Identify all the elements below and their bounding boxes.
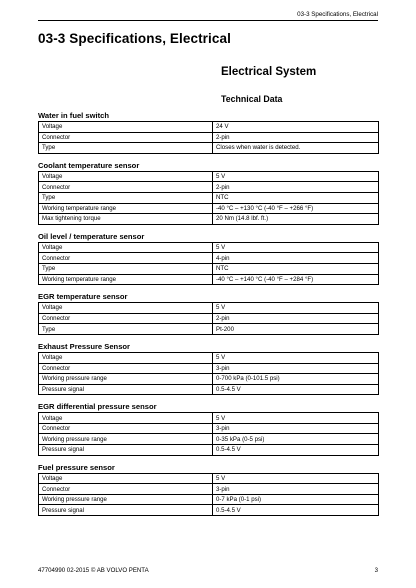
table-row	[39, 374, 379, 385]
parameter-cell: Connector	[39, 132, 213, 143]
table-row	[39, 143, 379, 154]
spec-block	[38, 462, 379, 516]
spec-block-title: EGR temperature sensor	[38, 292, 128, 302]
table-row	[39, 484, 379, 495]
spec-table	[38, 412, 379, 455]
spec-block	[38, 291, 379, 335]
parameter-cell: Type	[39, 143, 213, 154]
spec-block-title: Fuel pressure sensor	[38, 462, 115, 472]
parameter-cell: Working pressure range	[39, 494, 213, 505]
table-row	[39, 214, 379, 225]
parameter-cell: Connector	[39, 423, 213, 434]
page-number: 3	[374, 567, 378, 574]
table-row	[39, 352, 379, 363]
parameter-cell: Working pressure range	[39, 434, 213, 445]
running-header-title: 03-3 Specifications, Electrical	[297, 11, 378, 18]
value-cell: Closes when water is detected.	[213, 143, 379, 154]
value-cell: 0.5-4.5 V	[213, 505, 379, 516]
spec-block	[38, 401, 379, 455]
value-cell: 2-pin	[213, 313, 379, 324]
spec-block-title: Exhaust Pressure Sensor	[38, 341, 131, 351]
spec-block-title: Water in fuel switch	[38, 111, 110, 120]
spec-content	[38, 110, 379, 522]
page-title: 03-3 Specifications, Electrical	[38, 31, 231, 46]
table-row	[39, 384, 379, 395]
parameter-cell: Voltage	[39, 413, 213, 424]
value-cell: NTC	[213, 263, 379, 274]
spec-block	[38, 341, 379, 395]
table-row	[39, 473, 379, 484]
value-cell: 2-pin	[213, 132, 379, 143]
spec-table	[38, 473, 379, 516]
running-header	[38, 11, 378, 21]
table-row	[39, 242, 379, 253]
parameter-cell: Connector	[39, 182, 213, 193]
value-cell: -40 °C – +130 °C (-40 °F – +266 °F)	[213, 203, 379, 214]
value-cell: 5 V	[213, 473, 379, 484]
table-row	[39, 423, 379, 434]
spec-table	[38, 171, 379, 225]
value-cell: 4-pin	[213, 253, 379, 264]
spec-block	[38, 160, 379, 225]
value-cell: 24 V	[213, 122, 379, 133]
spec-block	[38, 231, 379, 285]
value-cell: -40 °C – +140 °C (-40 °F – +284 °F)	[213, 274, 379, 285]
spec-table	[38, 121, 379, 154]
table-row	[39, 494, 379, 505]
table-row	[39, 505, 379, 516]
table-row	[39, 203, 379, 214]
spec-table	[38, 302, 379, 335]
value-cell: 0-700 kPa (0-101.5 psi)	[213, 374, 379, 385]
parameter-cell: Voltage	[39, 473, 213, 484]
parameter-cell: Connector	[39, 253, 213, 264]
table-row	[39, 363, 379, 374]
table-row	[39, 263, 379, 274]
parameter-cell: Connector	[39, 484, 213, 495]
value-cell: 0-7 kPa (0-1 psi)	[213, 494, 379, 505]
parameter-cell: Voltage	[39, 122, 213, 133]
parameter-cell: Working temperature range	[39, 203, 213, 214]
table-row	[39, 132, 379, 143]
value-cell: 5 V	[213, 303, 379, 314]
parameter-cell: Voltage	[39, 352, 213, 363]
table-row	[39, 122, 379, 133]
parameter-cell: Connector	[39, 313, 213, 324]
table-row	[39, 253, 379, 264]
value-cell: 5 V	[213, 171, 379, 182]
parameter-cell: Working temperature range	[39, 274, 213, 285]
value-cell: 0.5-4.5 V	[213, 445, 379, 456]
parameter-cell: Working pressure range	[39, 374, 213, 385]
spec-block	[38, 110, 379, 154]
table-row	[39, 274, 379, 285]
spec-table	[38, 242, 379, 285]
value-cell: 5 V	[213, 413, 379, 424]
parameter-cell: Connector	[39, 363, 213, 374]
parameter-cell: Pressure signal	[39, 384, 213, 395]
value-cell: 2-pin	[213, 182, 379, 193]
table-row	[39, 434, 379, 445]
spec-block-title: Oil level / temperature sensor	[38, 231, 145, 241]
table-row	[39, 445, 379, 456]
spec-block-title: EGR differential pressure sensor	[38, 402, 157, 412]
spec-block-title: Coolant temperature sensor	[38, 160, 140, 170]
table-row	[39, 192, 379, 203]
value-cell: NTC	[213, 192, 379, 203]
value-cell: Pt-200	[213, 324, 379, 335]
spec-table	[38, 352, 379, 395]
value-cell: 5 V	[213, 242, 379, 253]
subsection-title: Technical Data	[221, 94, 283, 104]
value-cell: 5 V	[213, 352, 379, 363]
parameter-cell: Voltage	[39, 303, 213, 314]
parameter-cell: Type	[39, 192, 213, 203]
value-cell: 3-pin	[213, 363, 379, 374]
table-row	[39, 182, 379, 193]
value-cell: 20 Nm (14.8 lbf. ft.)	[213, 214, 379, 225]
parameter-cell: Voltage	[39, 171, 213, 182]
value-cell: 0.5-4.5 V	[213, 384, 379, 395]
parameter-cell: Max tightening torque	[39, 214, 213, 225]
footer-document-id: 47704990 02-2015 © AB VOLVO PENTA	[38, 567, 149, 574]
section-title: Electrical System	[221, 66, 317, 78]
parameter-cell: Pressure signal	[39, 445, 213, 456]
parameter-cell: Pressure signal	[39, 505, 213, 516]
parameter-cell: Type	[39, 263, 213, 274]
table-row	[39, 313, 379, 324]
parameter-cell: Type	[39, 324, 213, 335]
table-row	[39, 324, 379, 335]
value-cell: 3-pin	[213, 484, 379, 495]
table-row	[39, 413, 379, 424]
table-row	[39, 171, 379, 182]
table-row	[39, 303, 379, 314]
value-cell: 3-pin	[213, 423, 379, 434]
value-cell: 0-35 kPa (0-5 psi)	[213, 434, 379, 445]
parameter-cell: Voltage	[39, 242, 213, 253]
